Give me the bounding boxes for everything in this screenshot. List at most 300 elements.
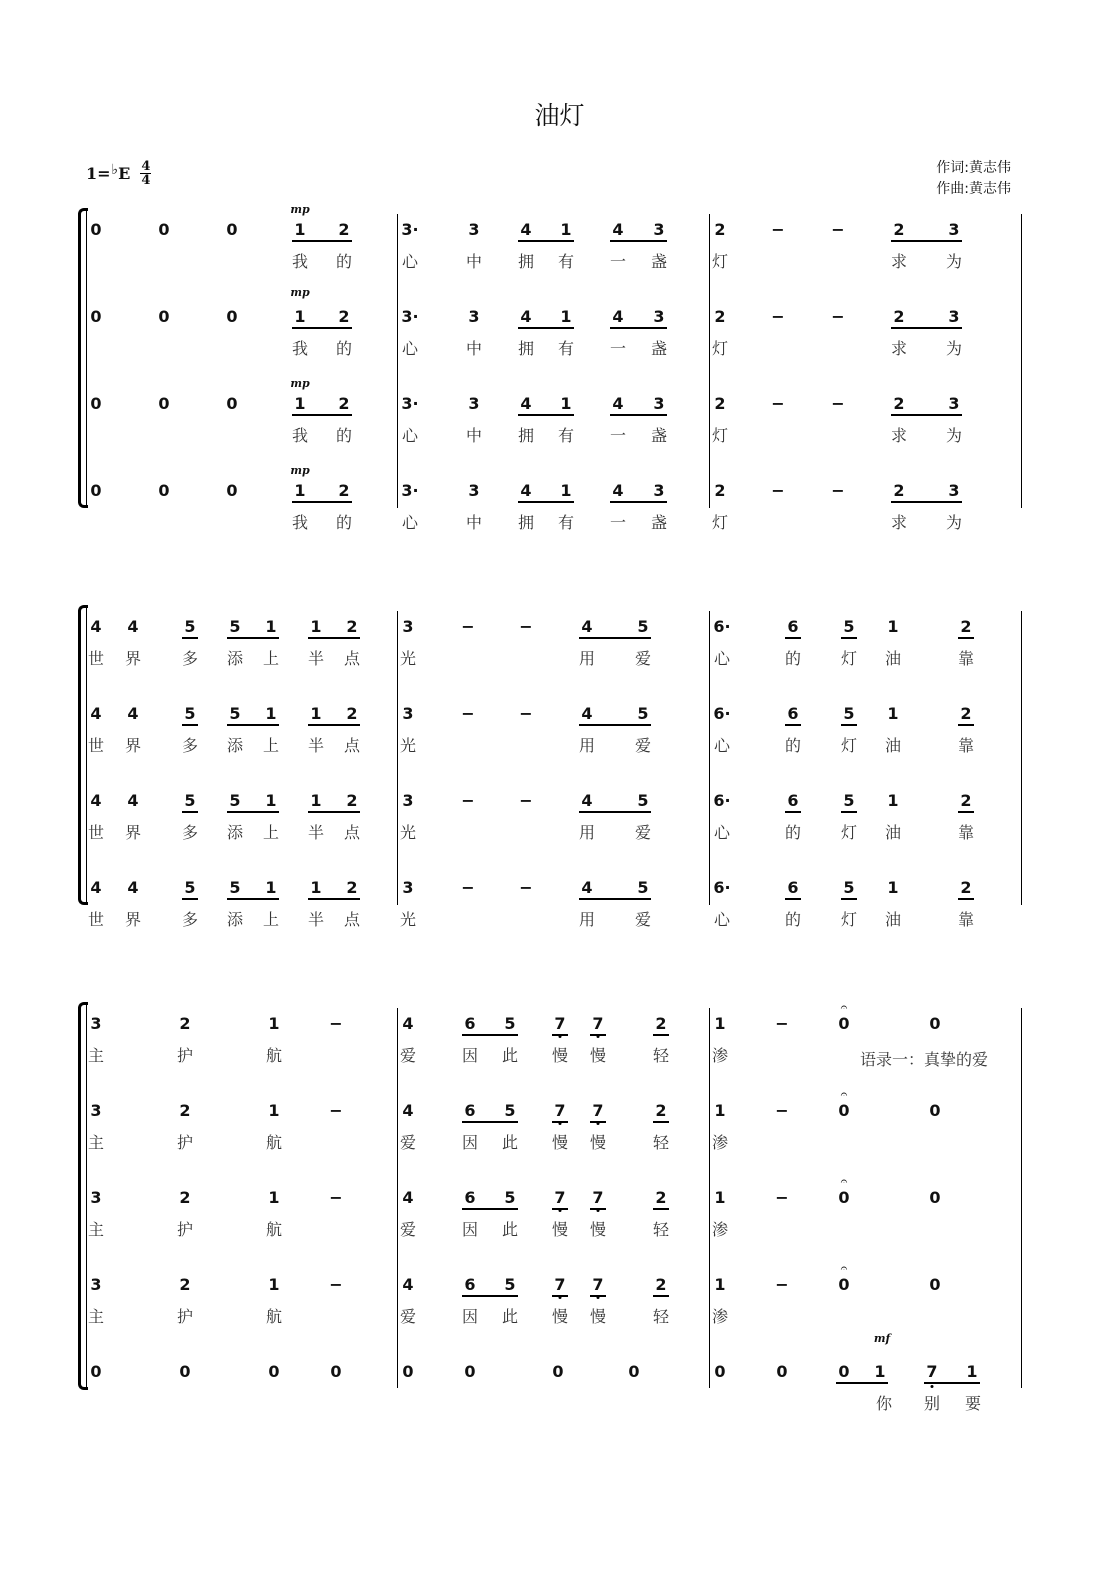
note: 7: [554, 1188, 566, 1207]
lyric: 航: [265, 1307, 283, 1326]
note: 0: [90, 394, 102, 413]
lyric: 慢: [589, 1307, 607, 1326]
note: 2: [960, 878, 972, 897]
note: 2: [714, 394, 726, 413]
lyric: 多: [181, 823, 199, 842]
note: 0: [90, 220, 102, 239]
lyric: 拥: [517, 339, 535, 358]
note: 6: [464, 1014, 476, 1033]
note: 4: [581, 791, 593, 810]
time-top: 4: [141, 159, 151, 174]
lyric: 半: [307, 910, 325, 929]
beam-line: [590, 1034, 606, 1036]
lyric: 慢: [589, 1046, 607, 1065]
note: −: [461, 704, 475, 723]
note: 1: [714, 1188, 726, 1207]
beam-line: [462, 1295, 518, 1297]
lyric: 爱: [634, 649, 652, 668]
lyric: 此: [501, 1307, 519, 1326]
lyric: 有: [557, 426, 575, 445]
lyric: 因: [461, 1133, 479, 1152]
lyric: 油: [884, 910, 902, 929]
note: 3: [653, 220, 665, 239]
note: 7: [554, 1275, 566, 1294]
lyric: 灯: [840, 649, 858, 668]
note: 6: [787, 617, 799, 636]
beam-line: [182, 811, 198, 813]
lyric: 用: [578, 736, 596, 755]
lyric: 用: [578, 910, 596, 929]
note: 2: [893, 481, 905, 500]
note: 3: [653, 394, 665, 413]
lyric: 爱: [399, 1220, 417, 1239]
beam-line: [518, 240, 574, 242]
time-bottom: 4: [141, 173, 151, 188]
dynamic-mp: mp: [290, 203, 310, 216]
lyric: 一: [609, 513, 627, 532]
note: −: [329, 1188, 343, 1207]
beam-line: [891, 327, 962, 329]
beam-line: [552, 1121, 568, 1123]
beam-line: [182, 898, 198, 900]
beam-line: [653, 1208, 669, 1210]
lyric: 添: [226, 736, 244, 755]
note: 5: [504, 1014, 516, 1033]
note: 4: [402, 1275, 414, 1294]
lyric: 轻: [652, 1307, 670, 1326]
barline: [397, 611, 398, 905]
note: −: [329, 1275, 343, 1294]
lyric: 护: [176, 1046, 194, 1065]
lyric: 爱: [399, 1307, 417, 1326]
note: 4: [520, 307, 532, 326]
note: 3: [402, 878, 414, 897]
beam-line: [841, 637, 857, 639]
beam-line: [785, 724, 801, 726]
beam-line: [958, 898, 974, 900]
note: −: [831, 481, 845, 500]
note: 7: [592, 1275, 604, 1294]
note: −: [775, 1188, 789, 1207]
note: 6: [464, 1101, 476, 1120]
lyric: 盏: [650, 339, 668, 358]
lyric: 慢: [551, 1133, 569, 1152]
lyric: 渗: [711, 1133, 729, 1152]
lyric: 慢: [589, 1133, 607, 1152]
note: 7: [554, 1101, 566, 1120]
lyric: 轻: [652, 1133, 670, 1152]
lyric: 我: [291, 426, 309, 445]
lyric: 油: [884, 823, 902, 842]
note: 2: [338, 394, 350, 413]
beam-line: [462, 1121, 518, 1123]
beam-line: [308, 637, 360, 639]
note: 2: [346, 878, 358, 897]
beam-line: [590, 1121, 606, 1123]
beam-line: [227, 637, 279, 639]
note: 2: [960, 791, 972, 810]
fermata-icon: 𝄐: [840, 1087, 848, 1101]
beam-line: [610, 501, 667, 503]
lyric: 一: [609, 339, 627, 358]
note: −: [771, 394, 785, 413]
note: 6·: [713, 878, 731, 897]
lyric: 求: [890, 339, 908, 358]
lyric: 慢: [551, 1046, 569, 1065]
lyric: 上: [262, 910, 280, 929]
note: 3: [90, 1014, 102, 1033]
note: −: [461, 791, 475, 810]
note: 3: [653, 307, 665, 326]
lyric: 世: [87, 649, 105, 668]
note: 2: [960, 617, 972, 636]
note: 3·: [401, 220, 419, 239]
lyric: 别: [923, 1394, 941, 1413]
lyric: 慢: [589, 1220, 607, 1239]
note: 1: [966, 1362, 978, 1381]
note: 1: [268, 1188, 280, 1207]
time-signature: [140, 160, 151, 187]
note: 2: [893, 394, 905, 413]
note: 3: [468, 394, 480, 413]
beam-line: [610, 414, 667, 416]
lyric: 轻: [652, 1046, 670, 1065]
note: 3: [468, 481, 480, 500]
note: 2: [346, 617, 358, 636]
lyric: 爱: [634, 910, 652, 929]
note: 0: [268, 1362, 280, 1381]
note: 1: [294, 307, 306, 326]
note: 2: [655, 1101, 667, 1120]
note: 5: [843, 878, 855, 897]
note: 4: [581, 617, 593, 636]
note: 3: [402, 617, 414, 636]
note: −: [461, 617, 475, 636]
note: 4: [612, 481, 624, 500]
note: 2: [893, 307, 905, 326]
note: 2: [179, 1275, 191, 1294]
lyric: 中: [465, 426, 483, 445]
note: 0: [226, 481, 238, 500]
note: 2: [714, 220, 726, 239]
beam-line: [653, 1121, 669, 1123]
lyric: 光: [399, 823, 417, 842]
fermata-icon: 𝄐: [840, 1000, 848, 1014]
beam-line: [841, 811, 857, 813]
lyric: 爱: [634, 736, 652, 755]
note: 6: [464, 1188, 476, 1207]
barline: [709, 214, 710, 508]
beam-line: [653, 1034, 669, 1036]
lyric: 要: [964, 1394, 982, 1413]
lyric: 因: [461, 1046, 479, 1065]
lyric: 慢: [551, 1307, 569, 1326]
note: 0: [929, 1014, 941, 1033]
note: 1: [310, 617, 322, 636]
lyric: 光: [399, 649, 417, 668]
note: 0: [90, 481, 102, 500]
note: 0: [838, 1362, 850, 1381]
note: −: [329, 1014, 343, 1033]
beam-line: [292, 240, 352, 242]
note: 0: [402, 1362, 414, 1381]
note: 1: [268, 1275, 280, 1294]
barline: [709, 1008, 710, 1388]
lyric: 的: [784, 910, 802, 929]
lyric: 的: [335, 426, 353, 445]
note: 3: [948, 394, 960, 413]
note: 2: [655, 1188, 667, 1207]
note: 5: [184, 878, 196, 897]
note: 0: [464, 1362, 476, 1381]
note: −: [775, 1014, 789, 1033]
note: 5: [843, 704, 855, 723]
lyric: 渗: [711, 1046, 729, 1065]
lyric: 航: [265, 1046, 283, 1065]
note: 0: [838, 1014, 850, 1033]
beam-line: [462, 1034, 518, 1036]
lyric: 盏: [650, 252, 668, 271]
note: 0: [628, 1362, 640, 1381]
note: 2: [714, 481, 726, 500]
beam-line: [182, 637, 198, 639]
note: 4: [127, 791, 139, 810]
lyric: 灯: [711, 252, 729, 271]
lyric: 靠: [957, 823, 975, 842]
note: 1: [560, 220, 572, 239]
lyric: 我: [291, 513, 309, 532]
lyric: 上: [262, 736, 280, 755]
lyric: 有: [557, 339, 575, 358]
note: −: [771, 481, 785, 500]
lyric: 上: [262, 823, 280, 842]
lyric: 拥: [517, 426, 535, 445]
note: 1: [560, 481, 572, 500]
beam-line: [227, 898, 279, 900]
lyric: 此: [501, 1220, 519, 1239]
beam-line: [836, 1382, 888, 1384]
note: 0: [179, 1362, 191, 1381]
beam-line: [958, 637, 974, 639]
lyric: 的: [784, 649, 802, 668]
lyric: 你: [875, 1394, 893, 1413]
lyric: 护: [176, 1133, 194, 1152]
note: 4: [520, 481, 532, 500]
lyric: 世: [87, 910, 105, 929]
note: 3: [948, 307, 960, 326]
lyric: 主: [87, 1220, 105, 1239]
lyric: 一: [609, 252, 627, 271]
lyric: 盏: [650, 513, 668, 532]
lyric: 航: [265, 1220, 283, 1239]
note: 1: [714, 1014, 726, 1033]
beam-line: [518, 327, 574, 329]
note: 1: [268, 1101, 280, 1120]
lyric: 心: [401, 252, 419, 271]
lyric: 为: [945, 426, 963, 445]
note: 0: [330, 1362, 342, 1381]
note: 6·: [713, 704, 731, 723]
beam-line: [308, 898, 360, 900]
lyric: 爱: [634, 823, 652, 842]
beam-line: [841, 724, 857, 726]
note: 6·: [713, 791, 731, 810]
note: 5: [184, 704, 196, 723]
lyric: 心: [713, 649, 731, 668]
note: 3: [90, 1275, 102, 1294]
note: 4: [520, 394, 532, 413]
note: 0: [226, 307, 238, 326]
quote-text: 语录一：真挚的爱: [860, 1050, 989, 1069]
lyric: 一: [609, 426, 627, 445]
lyric: 爱: [399, 1133, 417, 1152]
note: 1: [310, 878, 322, 897]
lyric: 求: [890, 513, 908, 532]
note: 7: [926, 1362, 938, 1381]
key-signature: [86, 160, 151, 187]
note: 0: [776, 1362, 788, 1381]
note: 7: [592, 1188, 604, 1207]
lyric: 心: [713, 736, 731, 755]
note: 0: [158, 481, 170, 500]
lyric: 灯: [840, 736, 858, 755]
note: 1: [887, 878, 899, 897]
note: 1: [310, 704, 322, 723]
lyric: 点: [343, 910, 361, 929]
lyric: 世: [87, 736, 105, 755]
lyric: 多: [181, 910, 199, 929]
note: 2: [714, 307, 726, 326]
beam-line: [552, 1034, 568, 1036]
beam-line: [308, 724, 360, 726]
note: 2: [338, 481, 350, 500]
note: 5: [229, 878, 241, 897]
note: −: [519, 878, 533, 897]
beam-line: [958, 811, 974, 813]
note: −: [329, 1101, 343, 1120]
note: 6: [787, 878, 799, 897]
lyric: 因: [461, 1220, 479, 1239]
barline: [1021, 214, 1022, 508]
note: 4: [127, 878, 139, 897]
note: 5: [637, 878, 649, 897]
lyric: 我: [291, 339, 309, 358]
note: 4: [581, 704, 593, 723]
lyric: 上: [262, 649, 280, 668]
barline: [397, 214, 398, 508]
note: 2: [338, 220, 350, 239]
beam-line: [891, 501, 962, 503]
lyric: 灯: [711, 339, 729, 358]
lyric: 心: [401, 513, 419, 532]
lyric: 我: [291, 252, 309, 271]
note: 0: [158, 220, 170, 239]
dynamic-mf: mf: [873, 1332, 891, 1345]
note: 5: [843, 791, 855, 810]
lyric: 光: [399, 910, 417, 929]
note: 3: [402, 704, 414, 723]
note: 2: [179, 1101, 191, 1120]
note: 0: [158, 307, 170, 326]
barline: [709, 611, 710, 905]
beam-line: [518, 414, 574, 416]
system-brace: [78, 208, 88, 508]
lyric: 拥: [517, 513, 535, 532]
beam-line: [891, 240, 962, 242]
lyric: 油: [884, 736, 902, 755]
note: 4: [612, 307, 624, 326]
beam-line: [462, 1208, 518, 1210]
beam-line: [653, 1295, 669, 1297]
note: 1: [265, 791, 277, 810]
note: 0: [226, 394, 238, 413]
composer: 作曲:黄志伟: [936, 181, 1011, 197]
note: 1: [714, 1101, 726, 1120]
note: 4: [402, 1101, 414, 1120]
system-brace: [78, 605, 88, 905]
note: 2: [179, 1188, 191, 1207]
barline: [1021, 611, 1022, 905]
lyric: 添: [226, 649, 244, 668]
lyric: 中: [465, 339, 483, 358]
lyric: 多: [181, 736, 199, 755]
beam-line: [590, 1208, 606, 1210]
note: 3: [402, 791, 414, 810]
note: 5: [504, 1101, 516, 1120]
beam-line: [227, 724, 279, 726]
lyric: 慢: [551, 1220, 569, 1239]
lyric: 航: [265, 1133, 283, 1152]
lyric: 半: [307, 736, 325, 755]
lyric: 中: [465, 252, 483, 271]
note: −: [519, 704, 533, 723]
dynamic-mp: mp: [290, 377, 310, 390]
lyric: 为: [945, 513, 963, 532]
beam-line: [182, 724, 198, 726]
beam-line: [610, 240, 667, 242]
lyric: 护: [176, 1307, 194, 1326]
lyric: 心: [713, 910, 731, 929]
note: 3: [468, 220, 480, 239]
note: 6·: [713, 617, 731, 636]
lyric: 靠: [957, 649, 975, 668]
note: 5: [637, 791, 649, 810]
note: 1: [265, 878, 277, 897]
note: 2: [179, 1014, 191, 1033]
note: 1: [265, 617, 277, 636]
note: −: [771, 307, 785, 326]
lyric: 用: [578, 649, 596, 668]
flat-symbol: ♭: [111, 161, 119, 178]
note: −: [519, 791, 533, 810]
note: 3: [948, 481, 960, 500]
note: 5: [637, 704, 649, 723]
note: 4: [520, 220, 532, 239]
note: 7: [592, 1101, 604, 1120]
lyric: 点: [343, 736, 361, 755]
lyric: 灯: [711, 513, 729, 532]
lyric: 此: [501, 1046, 519, 1065]
note: −: [519, 617, 533, 636]
note: 0: [158, 394, 170, 413]
note: 1: [310, 791, 322, 810]
beam-line: [292, 501, 352, 503]
note: 0: [552, 1362, 564, 1381]
lyric: 因: [461, 1307, 479, 1326]
octave-dot-below: [931, 1385, 934, 1388]
note: 7: [592, 1014, 604, 1033]
note: 5: [504, 1188, 516, 1207]
